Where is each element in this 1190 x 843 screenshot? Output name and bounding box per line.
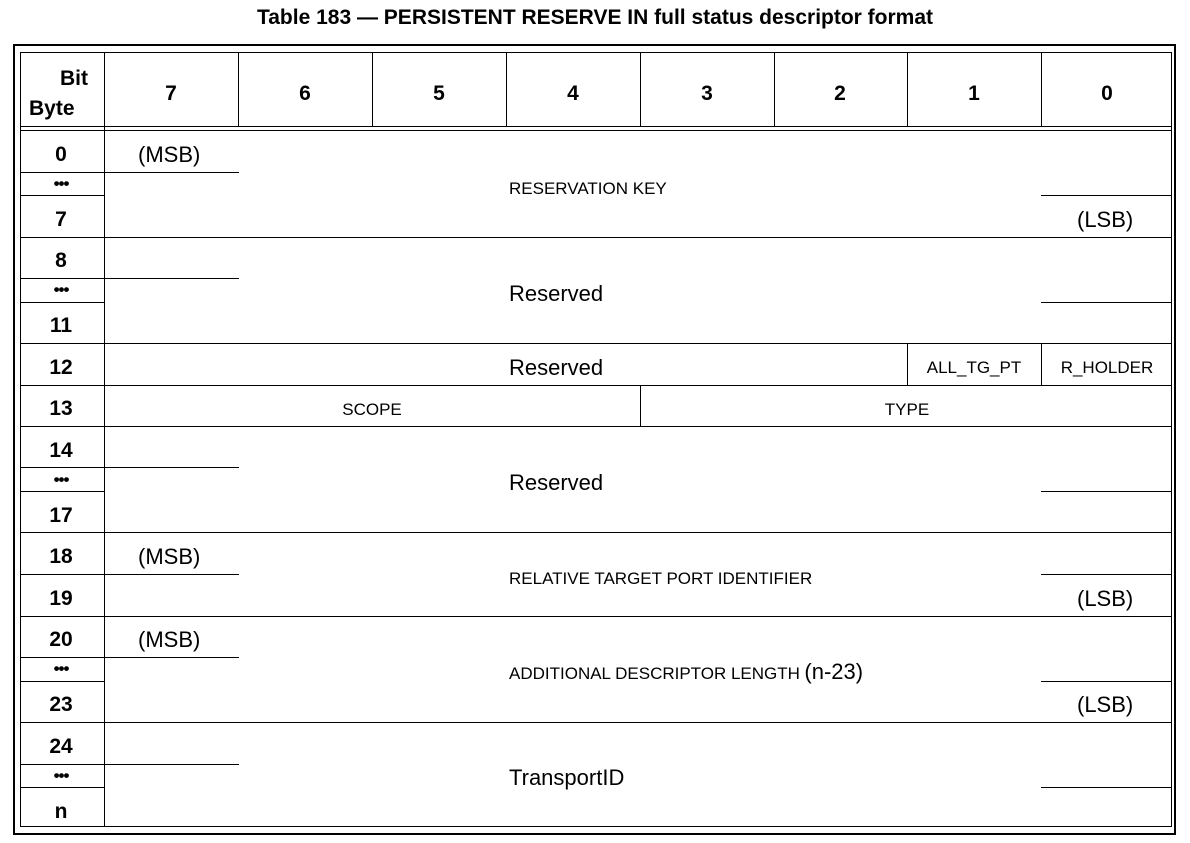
bit-0-header: 0 bbox=[1101, 82, 1113, 105]
byte-7: 7 bbox=[55, 208, 67, 231]
byte-ellipsis: ••• bbox=[53, 280, 69, 299]
msb-marker: (MSB) bbox=[138, 544, 201, 569]
msb-boundary-line bbox=[104, 657, 239, 658]
type-field: TYPE bbox=[884, 400, 930, 419]
byte-row-line bbox=[20, 195, 105, 196]
lsb-boundary-line bbox=[1041, 195, 1172, 196]
byte-row-line bbox=[20, 787, 105, 788]
byte-row-line bbox=[20, 491, 105, 492]
reserved-field: Reserved bbox=[509, 281, 604, 306]
bit-3-header: 3 bbox=[701, 82, 713, 105]
group-line bbox=[20, 616, 1172, 617]
lsb-boundary-line bbox=[1041, 302, 1172, 303]
byte-ellipsis: ••• bbox=[53, 174, 69, 193]
transport-id-field: TransportID bbox=[509, 765, 625, 790]
header-col-line bbox=[1041, 52, 1042, 127]
reserved-field: Reserved bbox=[509, 470, 604, 495]
scope-field: SCOPE bbox=[342, 400, 402, 419]
header-col-line bbox=[238, 52, 239, 127]
byte-12: 12 bbox=[49, 356, 73, 379]
group-line bbox=[20, 343, 1172, 344]
byte-14: 14 bbox=[49, 439, 73, 462]
table-bottom-line bbox=[20, 826, 1172, 827]
bit-7-header: 7 bbox=[165, 82, 177, 105]
lsb-boundary-line bbox=[1041, 574, 1172, 575]
additional-descriptor-length-suffix: (n-23) bbox=[804, 659, 864, 684]
byte-row-line bbox=[20, 657, 105, 658]
byte-row-line bbox=[20, 574, 105, 575]
byte-row-line bbox=[20, 681, 105, 682]
header-separator bbox=[20, 126, 1172, 127]
relative-target-port-identifier-field: RELATIVE TARGET PORT IDENTIFIER bbox=[509, 569, 813, 588]
msb-boundary-line bbox=[104, 172, 239, 173]
msb-marker: (MSB) bbox=[138, 142, 201, 167]
reservation-key-field: RESERVATION KEY bbox=[509, 179, 667, 198]
reserved-field: Reserved bbox=[509, 355, 604, 380]
bit-5-header: 5 bbox=[433, 82, 445, 105]
byte-20: 20 bbox=[49, 628, 73, 651]
byte-19: 19 bbox=[49, 587, 73, 610]
r-holder-field: R_HOLDER bbox=[1060, 358, 1154, 377]
header-col-line bbox=[372, 52, 373, 127]
msb-boundary-line bbox=[104, 574, 239, 575]
byte-row-line bbox=[20, 467, 105, 468]
msb-boundary-line bbox=[104, 467, 239, 468]
byte-row-line bbox=[20, 172, 105, 173]
byte-row-line bbox=[20, 764, 105, 765]
table-title: Table 183 — PERSISTENT RESERVE IN full status descriptor format bbox=[256, 6, 934, 29]
group-line bbox=[20, 426, 1172, 427]
header-col-line bbox=[774, 52, 775, 127]
lsb-marker: (LSB) bbox=[1077, 207, 1134, 232]
header-col-line bbox=[506, 52, 507, 127]
byte-23: 23 bbox=[49, 693, 73, 716]
byte-24: 24 bbox=[49, 735, 73, 758]
byte-n: n bbox=[54, 800, 68, 823]
byte-column-line bbox=[104, 52, 105, 827]
table-top-line bbox=[20, 52, 1172, 53]
byte-label: Byte bbox=[29, 97, 75, 120]
table-right-line bbox=[1171, 52, 1172, 827]
bit-label: Bit bbox=[60, 67, 88, 90]
byte-ellipsis: ••• bbox=[53, 659, 69, 678]
byte-18: 18 bbox=[49, 545, 73, 568]
r-holder-left-line bbox=[1041, 343, 1042, 386]
group-line bbox=[20, 532, 1172, 533]
byte-ellipsis: ••• bbox=[53, 470, 69, 489]
byte-row-line bbox=[20, 302, 105, 303]
lsb-marker: (LSB) bbox=[1077, 692, 1134, 717]
byte-row-line bbox=[20, 278, 105, 279]
lsb-boundary-line bbox=[1041, 491, 1172, 492]
scope-type-divider bbox=[640, 385, 641, 427]
bit-1-header: 1 bbox=[968, 82, 980, 105]
byte-13: 13 bbox=[49, 397, 73, 420]
byte-11: 11 bbox=[49, 314, 73, 337]
byte-17: 17 bbox=[49, 504, 73, 527]
table-left-line bbox=[20, 52, 21, 827]
group-line bbox=[20, 237, 1172, 238]
additional-descriptor-length-field bbox=[509, 661, 863, 683]
byte-8: 8 bbox=[55, 249, 67, 272]
all-tg-pt-field: ALL_TG_PT bbox=[926, 358, 1022, 377]
msb-boundary-line bbox=[104, 764, 239, 765]
header-col-line bbox=[907, 52, 908, 127]
bit-6-header: 6 bbox=[299, 82, 311, 105]
lsb-boundary-line bbox=[1041, 681, 1172, 682]
lsb-boundary-line bbox=[1041, 787, 1172, 788]
header-col-line bbox=[640, 52, 641, 127]
all-tg-pt-left-line bbox=[907, 343, 908, 386]
byte-0: 0 bbox=[55, 143, 67, 166]
group-line bbox=[20, 722, 1172, 723]
lsb-marker: (LSB) bbox=[1077, 586, 1134, 611]
msb-marker: (MSB) bbox=[138, 627, 201, 652]
byte-ellipsis: ••• bbox=[53, 766, 69, 785]
header-separator-double bbox=[20, 130, 1172, 131]
group-line bbox=[20, 385, 1172, 386]
bit-2-header: 2 bbox=[834, 82, 846, 105]
additional-descriptor-length-label: ADDITIONAL DESCRIPTOR LENGTH bbox=[509, 664, 800, 683]
msb-boundary-line bbox=[104, 278, 239, 279]
bit-4-header: 4 bbox=[567, 82, 579, 105]
